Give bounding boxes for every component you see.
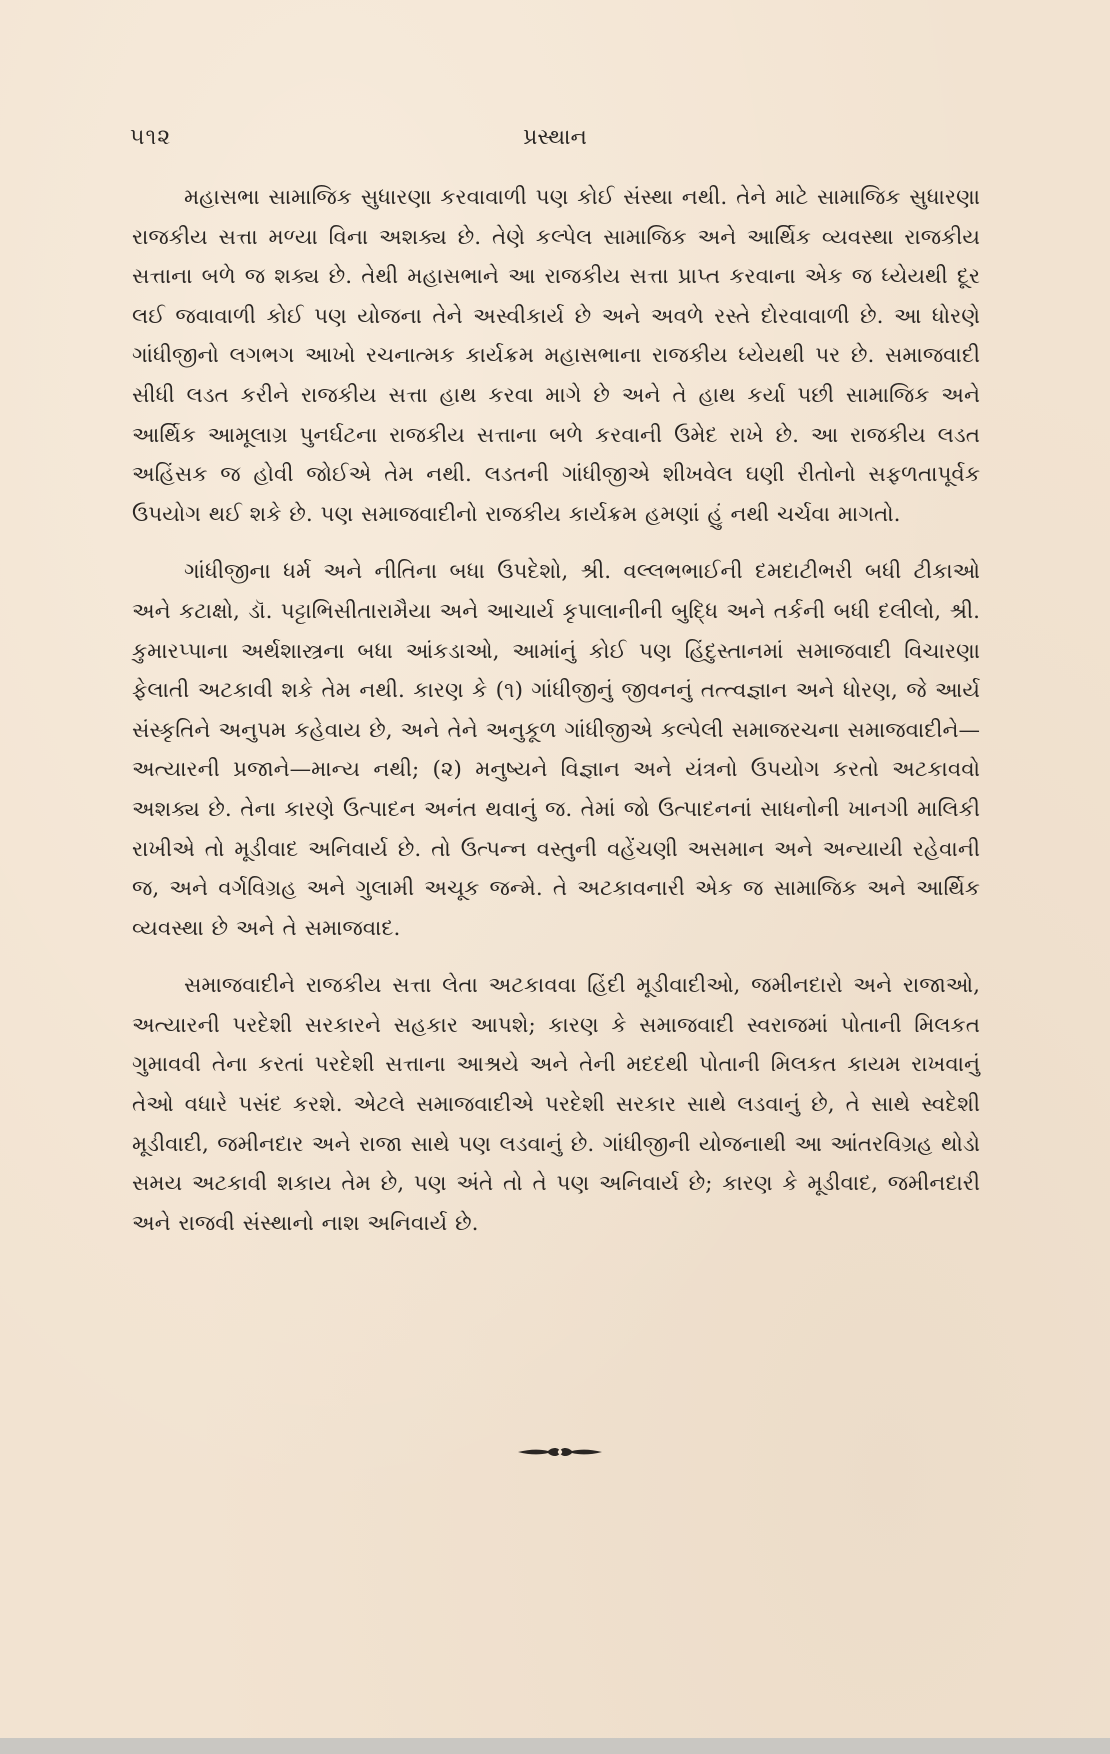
- page-number: ૫૧૨: [130, 125, 172, 150]
- paragraph-3: સમાજવાદીને રાજકીય સત્તા લેતા અટકાવવા હિંદી મૂડીવાદીઓ, જમીનદારો અને રાજાઓ, અત્યારની પરદેશી સરકારને સહકાર આપશે; કારણ કે સમાજવાદી સ્વરાજમાં પોતાની મિલકત ગુમાવવી તેના કરતાં પરદેશી સત્તાના આશ્રયે અને તેની મદદથી પોતાની મિલકત કાયમ રાખવાનું તેઓ વધારે પસંદ કરશે. એટલે સમાજવાદીએ પરદેશી સરકાર સાથે લડવાનું છે, તે સાથે સ્વદેશી મૂડીવાદી, જમીનદાર અને રાજા સાથે પણ લડવાનું છે. ગાંધીજીની યોજનાથી આ આંતરવિગ્રહ થોડો સમય અટકાવી શકાય તેમ છે, પણ અંતે તો તે પણ અનિવાર્ય છે; કારણ કે મૂડીવાદ, જમીનદારી અને રાજવી સંસ્થાનો નાશ અનિવાર્ય છે.: [132, 973, 980, 1236]
- paragraph-2: ગાંધીજીના ધર્મ અને નીતિના બધા ઉપદેશો, શ્રી. વલ્લભભાઈની દમદાટીભરી બધી ટીકાઓ અને કટાક્ષો, ડૉ. પટ્ટાભિસીતારામૈયા અને આચાર્ય કૃપાલાનીની બુદ્ધિ અને તર્કની બધી દલીલો, શ્રી. કુમારપ્પાના અર્થશાસ્ત્રના બધા આંકડાઓ, આમાંનું કોઈ પણ હિંદુસ્તાનમાં સમાજવાદી વિચારણા ફેલાતી અટકાવી શકે તેમ નથી. કારણ કે (૧) ગાંધીજીનું જીવનનું તત્ત્વજ્ઞાન અને ધોરણ, જે આર્ય સંસ્કૃતિને અનુપમ કહેવાય છે, અને તેને અનુકૂળ ગાંધીજીએ કલ્પેલી સમાજરચના સમાજવાદીને—અત્યારની પ્રજાને—માન્ય નથી; (૨) મનુષ્યને વિજ્ઞાન અને યંત્રનો ઉપયોગ કરતો અટકાવવો અશક્ય છે. તેના કારણે ઉત્પાદન અનંત થવાનું જ. તેમાં જો ઉત્પાદનનાં સાધનોની ખાનગી માલિકી રાખીએ તો મૂડીવાદ અનિવાર્ય છે. તો ઉત્પન્ન વસ્તુની વહેંચણી અસમાન અને અન્યાયી રહેવાની જ, અને વર્ગવિગ્રહ અને ગુલામી અચૂક જન્મે. તે અટકાવનારી એક જ સામાજિક અને આર્થિક વ્યવસ્થા છે અને તે સમાજવાદ.: [132, 559, 980, 941]
- paragraph-1: મહાસભા સામાજિક સુધારણા કરવાવાળી પણ કોઈ સંસ્થા નથી. તેને માટે સામાજિક સુધારણા રાજકીય સત્તા મળ્યા વિના અશક્ય છે. તેણે કલ્પેલ સામાજિક અને આર્થિક વ્યવસ્થા રાજકીય સત્તાના બળે જ શક્ય છે. તેથી મહાસભાને આ રાજકીય સત્તા પ્રાપ્ત કરવાના એક જ ધ્યેયથી દૂર લઈ જવાવાળી કોઈ પણ યોજના તેને અસ્વીકાર્ય છે અને અવળે રસ્તે દોરવાવાળી છે. આ ધોરણે ગાંધીજીનો લગભગ આખો રચનાત્મક કાર્યક્રમ મહાસભાના રાજકીય ધ્યેયથી પર છે. સમાજવાદી સીધી લડત કરીને રાજકીય સત્તા હાથ કરવા માગે છે અને તે હાથ કર્યા પછી સામાજિક અને આર્થિક આમૂલાગ્ર પુનર્ઘટના રાજકીય સત્તાના બળે કરવાની ઉમેદ રાખે છે. આ રાજકીય લડત અહિંસક જ હોવી જોઈએ તેમ નથી. લડતની ગાંધીજીએ શીખવેલ ઘણી રીતોનો સફળતાપૂર્વક ઉપયોગ થઈ શકે છે. પણ સમાજવાદીનો રાજકીય કાર્યક્રમ હમણાં હું નથી ચર્ચવા માગતો.: [132, 185, 980, 527]
- running-title: પ્રસ્થાન: [523, 125, 587, 150]
- section-end-ornament: [516, 1445, 604, 1459]
- body-text: [132, 178, 980, 1243]
- scan-bottom-edge: [0, 1738, 1110, 1754]
- page-header: [130, 125, 980, 159]
